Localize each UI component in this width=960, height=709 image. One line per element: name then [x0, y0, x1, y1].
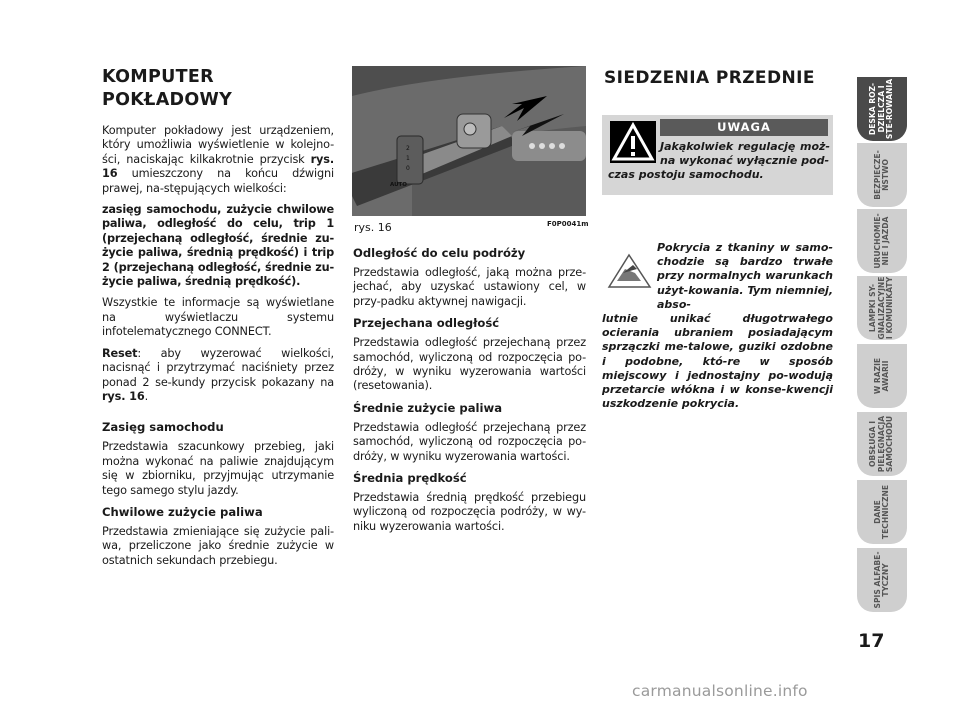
section-title-seats: SIEDZENIA PRZEDNIE: [604, 68, 815, 88]
subheading-travelled: Przejechana odległość: [353, 316, 500, 331]
values-list-paragraph: zasięg samochodu, zużycie chwilowe paliwa, odległość do celu, trip 1 (przejechaną odległość, średnie zu-życie paliwa, średnią prędkość) i trip 2 (przejechaną odległość, średnie zu-życie paliwa, średnią prędkość).: [102, 203, 334, 289]
tab-emergency[interactable]: W RAZIE AWARII: [857, 344, 907, 408]
section-title-komputer: KOMPUTER POKŁADOWY: [102, 67, 233, 110]
connect-paragraph: Wszystkie te informacje są wyświetlane na wyświetlaczu systemu infotelematycznego CONNECT.: [102, 296, 334, 339]
tab-dashboard[interactable]: DESKA ROZ-DZIELCZA I STE-ROWANIA: [857, 77, 907, 141]
subheading-instant-fuel: Chwilowe zużycie paliwa: [102, 504, 263, 519]
figure-lever-photo: [352, 66, 586, 216]
subheading-range: Zasięg samochodu: [102, 420, 224, 435]
figure-code: F0P0041m: [547, 220, 589, 228]
warning-text: Jakąkolwiek regulację moż-na wykonać wyłącznie pod-: [660, 140, 830, 167]
instant-fuel-paragraph: Przedstawia zmieniające się zużycie pali-wa, przeliczone jako średnie zużycie w ostatnich sekundach przebiegu.: [102, 524, 334, 567]
warning-icon: [610, 121, 656, 163]
page-number: 17: [858, 630, 885, 652]
watermark: carmanualsonline.info: [632, 682, 808, 700]
tab-index[interactable]: SPIS ALFABE-TYCZNY: [857, 548, 907, 612]
note-box: [602, 241, 833, 411]
tab-starting-driving[interactable]: URUCHOMIE-NIE I JAZDA: [857, 209, 907, 273]
tab-maintenance[interactable]: OBSŁUGA I PIELĘGNACJA SAMOCHODU: [857, 412, 907, 476]
warning-label: UWAGA: [660, 119, 828, 136]
figure-ref[interactable]: rys. 16: [102, 152, 334, 181]
tab-technical-data[interactable]: DANE TECHNICZNE: [857, 480, 907, 544]
travelled-paragraph: Przedstawia odległość przejechaną przez samochód, wyliczoną od rozpoczęcia po-dróży, w wyniku wyzerowania wartości (resetowania).: [353, 336, 586, 393]
left-column: [102, 66, 334, 575]
subheading-average-fuel: Średnie zużycie paliwa: [353, 400, 503, 415]
environment-icon: [605, 251, 654, 290]
tab-safety[interactable]: BEZPIECZE-ŃSTWO: [857, 143, 907, 207]
tab-warning-lights[interactable]: LAMPKI SY-GNALIZACYJNE I KOMUNIKATY: [857, 276, 907, 340]
warning-box: [602, 115, 833, 195]
note-text: Pokrycia z tkaniny w samo-chodzie są bardzo trwałe przy normalnych warunkach użyt-kowania. Tym niemniej, abso- lutnie unikać długotrwałego ocierania ubraniem posiadającym sprzączki me-talowe, guziki ozdobne i podobne, któ-re w sposób miejscowy i jednostajny po-wodują przetarcie włókna i w konse-kwencji uszkodzenie pokrycia.: [602, 241, 834, 411]
svg-text:0: 0: [406, 165, 410, 172]
reset-paragraph: Reset: aby wyzerować wielkości, nacisnąć i przytrzymać naciśniety przez ponad 2 se-kundy przycisk pokazany na rys. 16.: [102, 346, 334, 403]
middle-column: [353, 246, 586, 541]
average-speed-paragraph: Przedstawia średnią prędkość przebiegu wyliczoną od rozpoczęcia podróży, w wy-niku wyzerowania wartości.: [353, 491, 586, 533]
lever-illustration: [352, 66, 586, 216]
intro-paragraph: Komputer pokładowy jest urządzeniem, który umożliwia wyświetlenie w kolejno-ści, naciskając kilkakrotnie przycisk rys. 16 umieszczony na końcu dźwigni prawej, na-stępujących wielkości:: [102, 124, 334, 195]
svg-text:2: 2: [406, 145, 410, 152]
subheading-average-speed: Średnia prędkość: [353, 471, 467, 486]
figure-caption: rys. 16: [354, 221, 392, 234]
distance-paragraph: Przedstawia odległość, jaką można prze-jechać, aby uzyskać ustawiony cel, w przy-padku aktywnej nawigacji.: [353, 266, 586, 308]
range-paragraph: Przedstawia szacunkowy przebieg, jaki można wykonać na paliwie znajdującym się w zbiorniku, przyjmując utrzymanie tego samego stylu jazdy.: [102, 440, 334, 497]
figure-ref[interactable]: rys. 16: [102, 389, 145, 403]
average-fuel-paragraph: Przedstawia odległość przejechaną przez samochód, wyliczoną od rozpoczęcia po-dróży, w wyniku wyzerowania wartości.: [353, 420, 586, 463]
svg-text:1: 1: [406, 155, 410, 162]
subheading-distance-to-destination: Odległość do celu podróży: [353, 246, 526, 260]
warning-text-continued: czas postoju samochodu.: [608, 168, 764, 181]
svg-text:AUTO: AUTO: [390, 182, 407, 188]
